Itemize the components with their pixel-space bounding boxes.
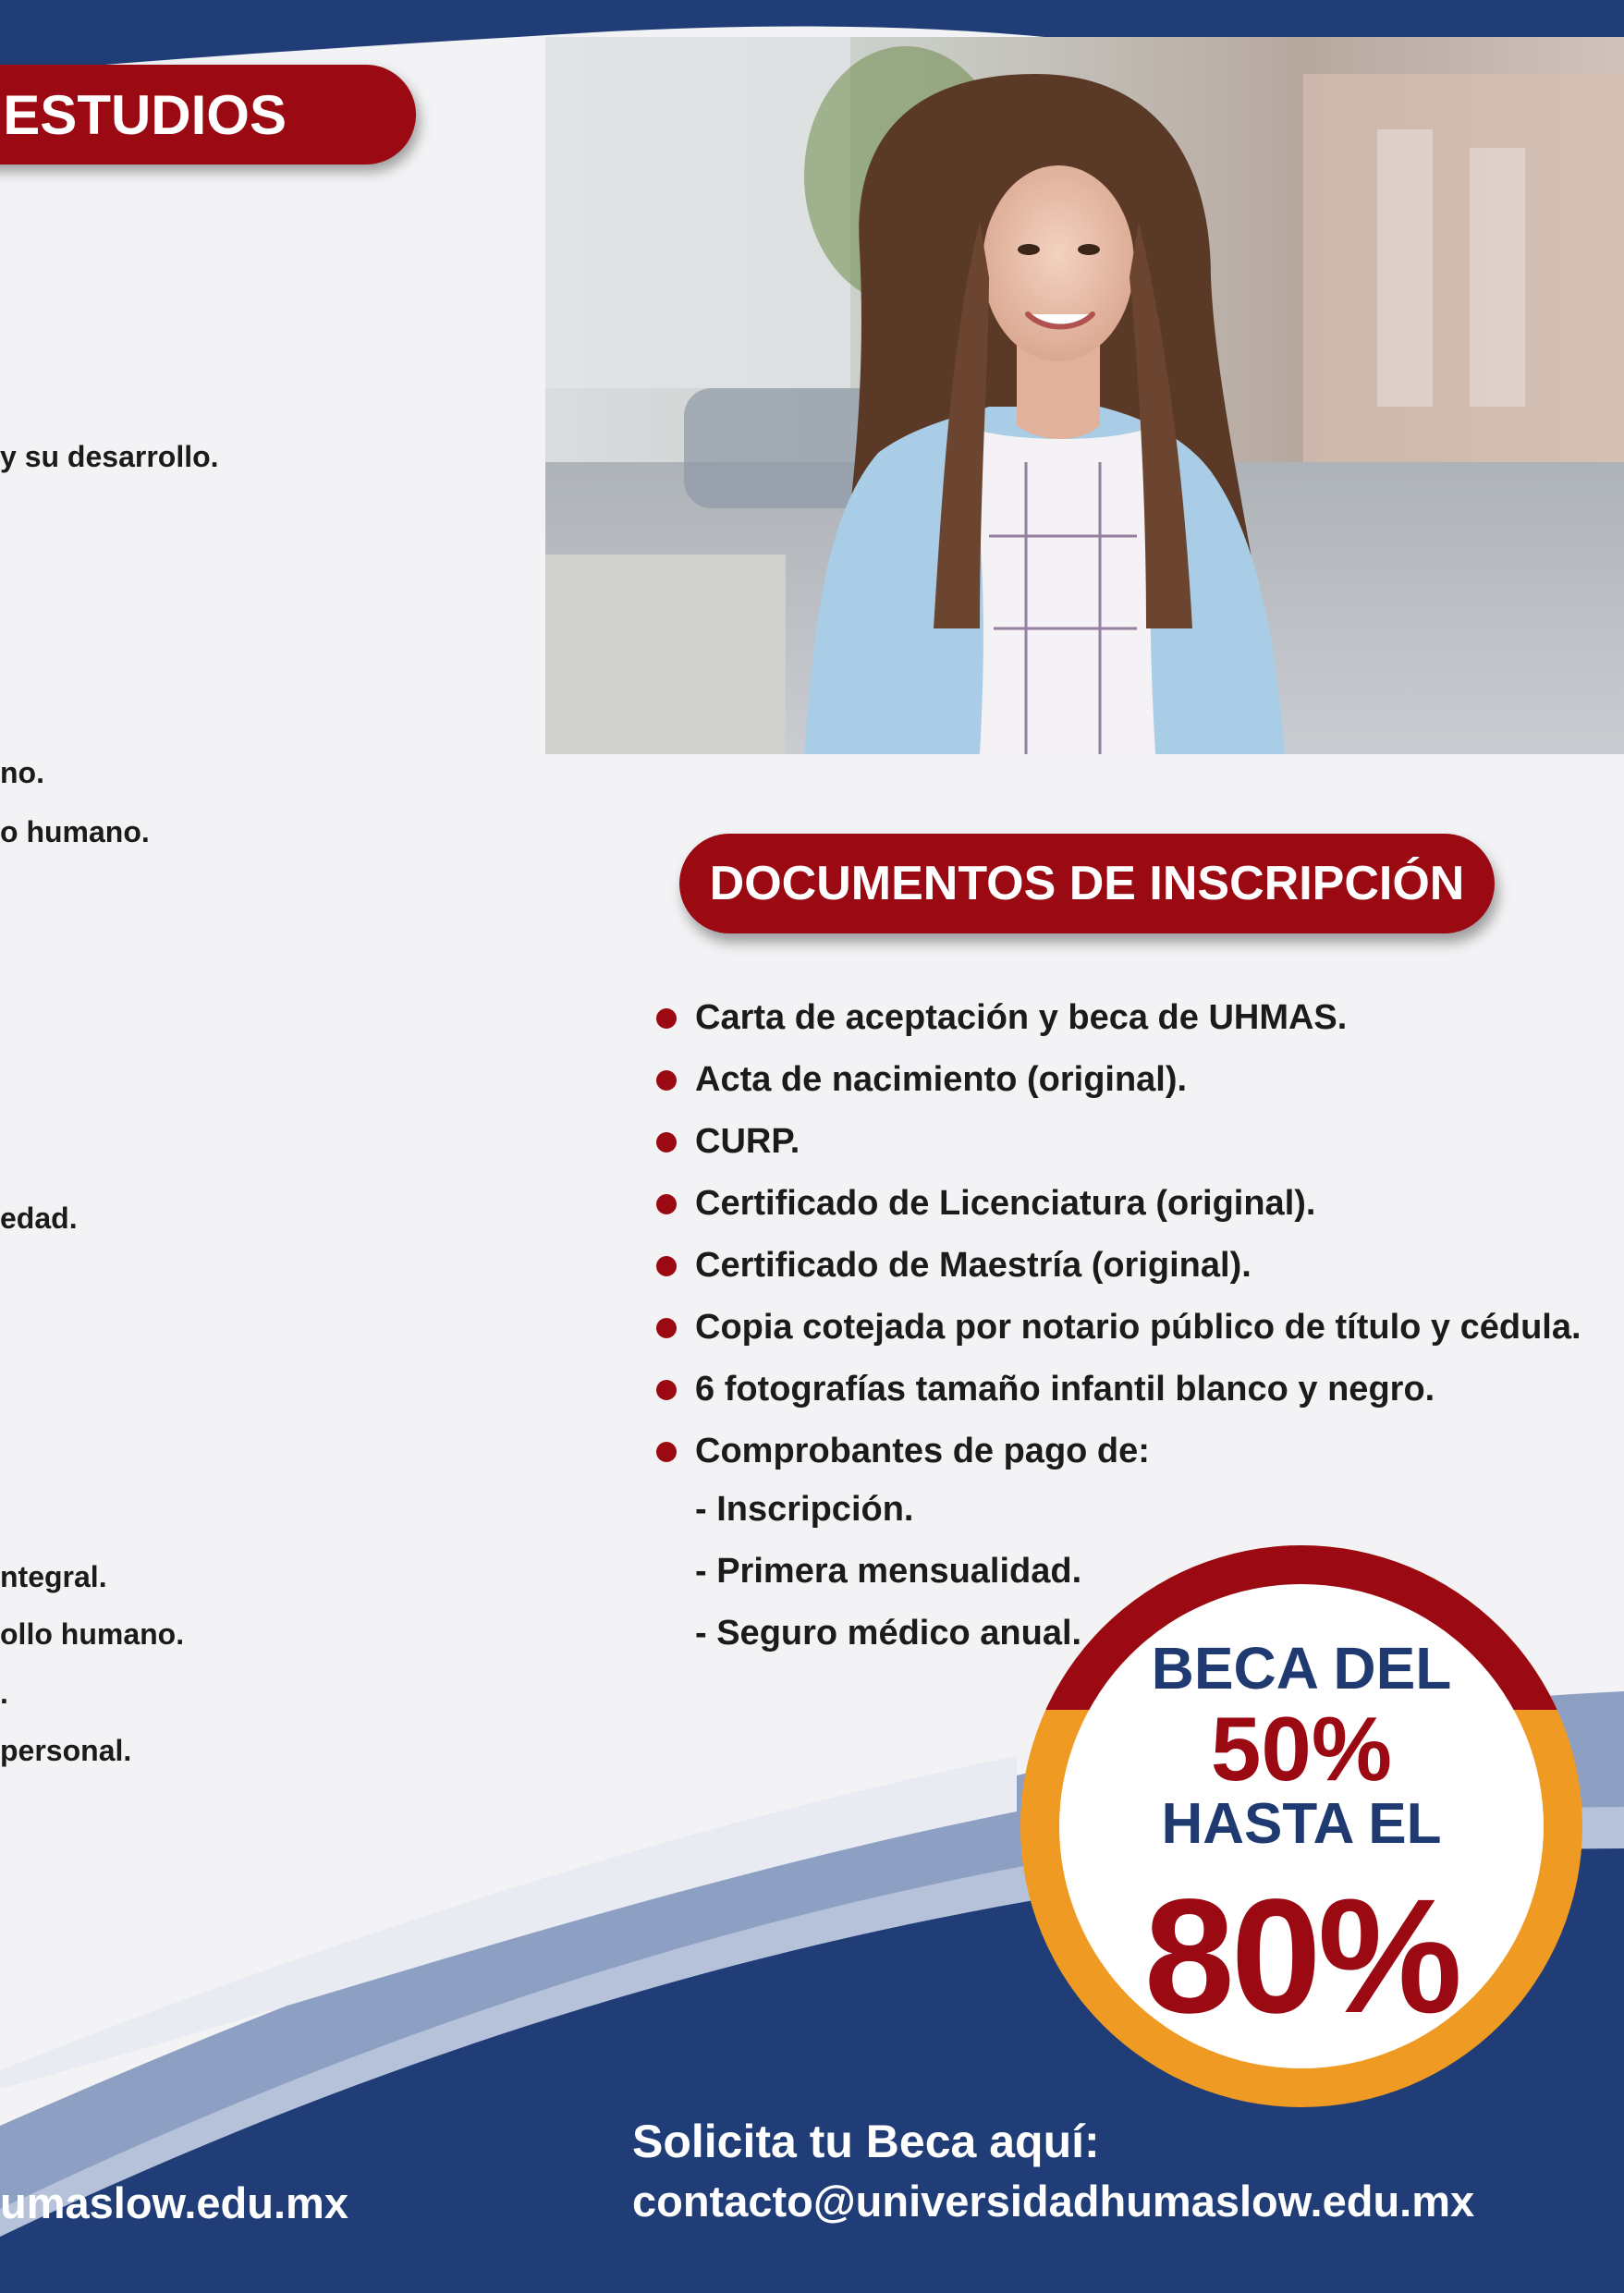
documents-list (656, 987, 1581, 1482)
left-text-line: ollo humano. (0, 1617, 185, 1651)
list-item (656, 1173, 1581, 1235)
bullet-icon (656, 1318, 677, 1338)
sub-list-item: - Seguro médico anual. (695, 1614, 1082, 1653)
list-item-label: Carta de aceptación y beca de UHMAS. (695, 998, 1348, 1037)
documents-heading: DOCUMENTOS DE INSCRIPCIÓN (709, 857, 1465, 910)
left-text-line: . (0, 1677, 8, 1710)
left-text-line: no. (0, 756, 44, 789)
list-item-label: 6 fotografías tamaño infantil blanco y negro. (695, 1370, 1435, 1409)
list-item (656, 1049, 1581, 1111)
bullet-icon (656, 1132, 677, 1153)
list-item (656, 1297, 1581, 1359)
contact-email[interactable]: contacto@universidadhumaslow.edu.mx (632, 2177, 1475, 2226)
left-text-line: personal. (0, 1734, 132, 1767)
list-item (656, 1359, 1581, 1421)
list-item-label: CURP. (695, 1122, 800, 1161)
sub-list-item: - Primera mensualidad. (695, 1552, 1082, 1591)
studies-heading-pill (0, 65, 416, 165)
cta-label: Solicita tu Beca aquí: (632, 2116, 1100, 2167)
left-text-line: o humano. (0, 815, 150, 848)
list-item (656, 1111, 1581, 1173)
list-item-label: Certificado de Licenciatura (original). (695, 1184, 1316, 1223)
badge-line-80: 80% (1143, 1866, 1459, 2047)
list-item-label: Certificado de Maestría (original). (695, 1246, 1252, 1285)
bullet-icon (656, 1442, 677, 1462)
list-item (656, 1235, 1581, 1297)
badge-line-hasta: HASTA EL (1161, 1792, 1442, 1856)
sub-list-item: - Inscripción. (695, 1490, 914, 1529)
studies-heading: ESTUDIOS (3, 83, 287, 146)
list-item (656, 1421, 1581, 1482)
bullet-icon (656, 1194, 677, 1214)
website-url[interactable]: umaslow.edu.mx (0, 2178, 348, 2227)
list-item-label: Copia cotejada por notario público de título y cédula. (695, 1308, 1581, 1347)
bullet-icon (656, 1380, 677, 1400)
badge-line-50: 50% (1210, 1698, 1393, 1799)
bullet-icon (656, 1008, 677, 1029)
list-item-label: Comprobantes de pago de: (695, 1432, 1150, 1470)
list-item-label: Acta de nacimiento (original). (695, 1060, 1188, 1099)
left-text-line: y su desarrollo. (0, 440, 219, 473)
left-text-line: ntegral. (0, 1560, 107, 1593)
bullet-icon (656, 1070, 677, 1091)
bullet-icon (656, 1256, 677, 1276)
list-item (656, 987, 1581, 1049)
documents-heading-pill (679, 834, 1495, 933)
student-photo (545, 37, 1624, 754)
left-text-line: edad. (0, 1201, 78, 1235)
badge-line-beca: BECA DEL (1151, 1635, 1452, 1701)
